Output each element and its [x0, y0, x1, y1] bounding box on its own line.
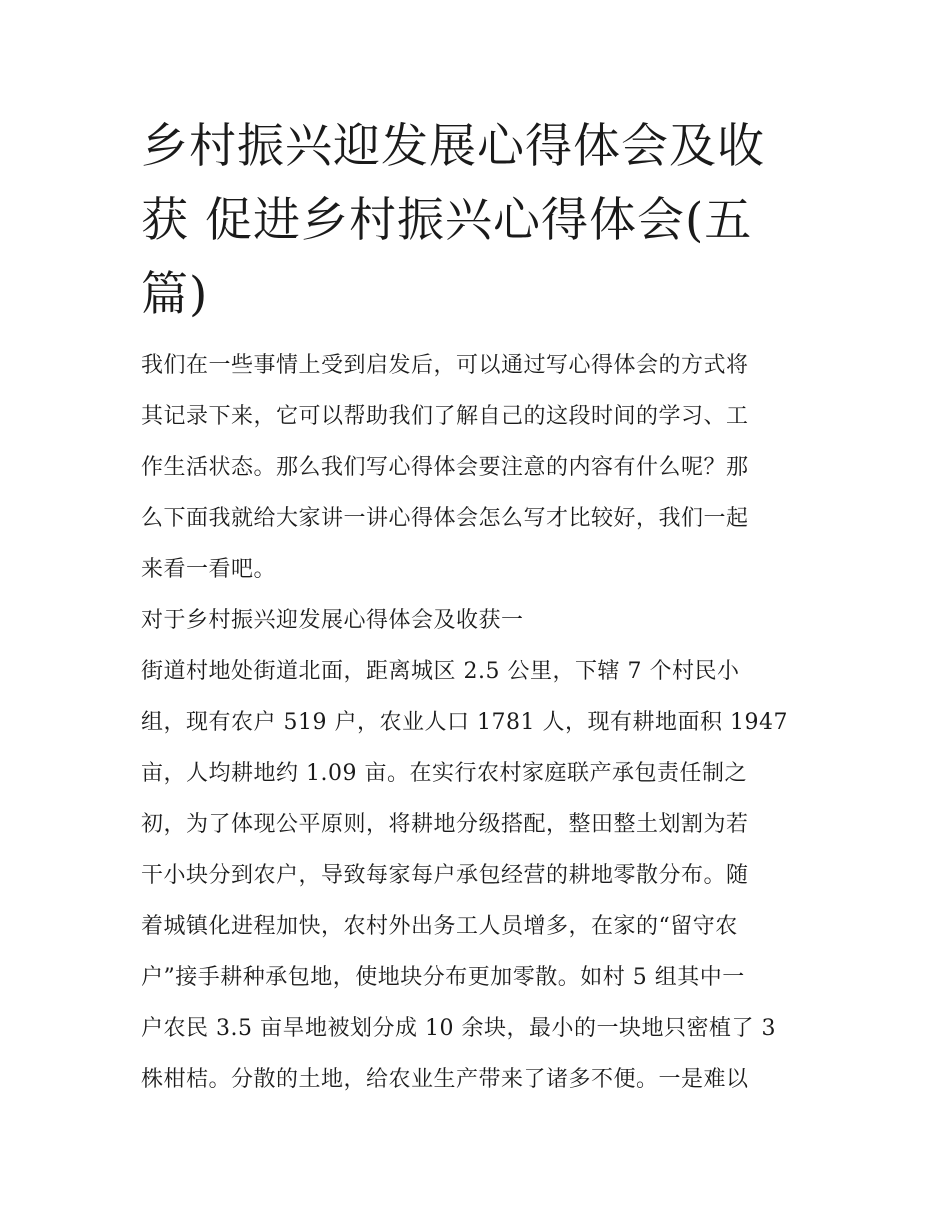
document-page [141, 110, 813, 1105]
body-line: 街道村地处街道北面，距离城区 2.5 公里，下辖 7 个村民小 [141, 659, 740, 684]
body-line: 户农民 3.5 亩旱地被划分成 10 余块，最小的一块地只密植了 3 [141, 1016, 776, 1041]
title-line: 篇) [141, 267, 209, 322]
body-line: 着城镇化进程加快，农村外出务工人员增多，在家的“留守农 [141, 914, 738, 939]
intro-line: 么下面我就给大家讲一讲心得体会怎么写才比较好，我们一起 [141, 506, 749, 531]
title-line: 获 促进乡村振兴心得体会(五 [141, 193, 753, 248]
intro-line: 我们在一些事情上受到启发后，可以通过写心得体会的方式将 [141, 353, 749, 378]
body-line: 亩，人均耕地约 1.09 亩。在实行农村家庭联产承包责任制之 [141, 761, 747, 786]
intro-paragraph [141, 340, 813, 595]
body-line: 户”接手耕种承包地，使地块分布更加零散。如村 5 组其中一 [141, 965, 745, 990]
intro-line: 来看一看吧。 [141, 557, 277, 582]
document-title [141, 110, 813, 332]
body-line: 初，为了体现公平原则，将耕地分级搭配，整田整土划割为若 [141, 812, 749, 837]
body-line: 株柑桔。分散的土地，给农业生产带来了诸多不便。一是难以 [141, 1067, 749, 1092]
body-paragraph [141, 646, 813, 1105]
intro-line: 其记录下来，它可以帮助我们了解自己的这段时间的学习、工 [141, 404, 749, 429]
body-line: 干小块分到农户，导致每家每户承包经营的耕地零散分布。随 [141, 863, 749, 888]
intro-line: 作生活状态。那么我们写心得体会要注意的内容有什么呢？那 [141, 455, 749, 480]
title-line: 乡村振兴迎发展心得体会及收 [141, 119, 765, 174]
section-heading: 对于乡村振兴迎发展心得体会及收获一 [141, 608, 524, 633]
body-line: 组，现有农户 519 户，农业人口 1781 人，现有耕地面积 1947 [141, 710, 788, 735]
